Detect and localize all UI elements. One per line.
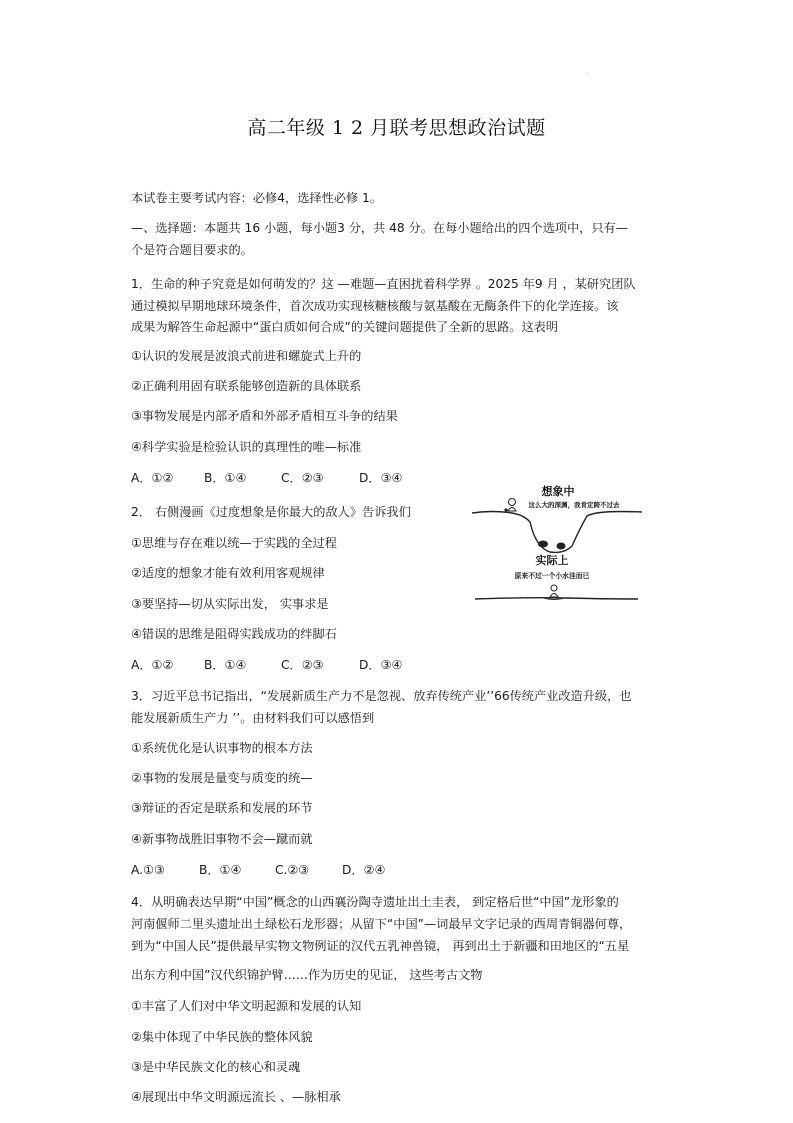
- q3-stem-line1: 3．习近平总书记指出，“发展新质生产力不是忽视、放弃传统产业’’66传统产业改造升级，也: [131, 689, 632, 703]
- q1-option-a[interactable]: A．①②: [131, 471, 174, 485]
- q3-option-d[interactable]: D．②④: [342, 863, 386, 877]
- q3-option-b[interactable]: B．①④: [199, 863, 242, 877]
- q4-stem-line1: 4．从明确表达早期“中国”概念的山西襄汾陶寺遗址出土圭表， 到定格后世“中国”龙形象的: [131, 895, 619, 909]
- q4-statement-4: ④展现出中华文明源远流长 、—脉相承: [131, 1090, 341, 1104]
- q3-statement-2: ②事物的发展是量变与质变的统—: [131, 771, 313, 785]
- section-heading-line1: —、选择题：本题共 16 小题，每小题3 分，共 48 分。在每小题给出的四个选项中，只有—: [131, 221, 628, 235]
- q2-option-b[interactable]: B．①④: [204, 658, 247, 672]
- q2-statement-2: ②适度的想象才能有效利用客观规律: [131, 566, 325, 580]
- q1-option-c[interactable]: C．②③: [281, 471, 324, 485]
- q1-stem-line3: 成果为解答生命起源中“蛋白质如何合成”的关键问题提供了全新的思路。这表明: [131, 320, 559, 334]
- section-heading-line2: 个是符合题目要求的。: [131, 243, 253, 257]
- q1-statement-2: ②正确利用固有联系能够创造新的具体联系: [131, 379, 362, 393]
- rock-shape: [538, 541, 548, 548]
- q2-statement-3: ③要坚持—切从实际出发， 实事求是: [131, 597, 329, 611]
- cartoon-imagine-title: 想象中: [541, 485, 575, 498]
- q4-statement-1: ①丰富了人们对中华文明起源和发展的认知: [131, 999, 362, 1013]
- page-mark: ·: [586, 70, 589, 79]
- cartoon-svg: [472, 480, 642, 605]
- rock-shape: [557, 543, 566, 550]
- q1-statement-1: ①认识的发展是波浪式前进和螺旋式上升的: [131, 349, 362, 363]
- q2-option-a[interactable]: A．①②: [131, 658, 174, 672]
- q3-option-c[interactable]: C.②③: [275, 863, 310, 877]
- q3-statement-3: ③辩证的否定是联系和发展的环节: [131, 801, 313, 815]
- q1-stem-line1: 1．生命的种子究竟是如何萌发的？这 —难题—直困扰着科学界 。2025 年9 月 ，某研究团队: [131, 277, 636, 291]
- page-title: 高二年级 1 2 月联考思想政治试题: [247, 117, 546, 139]
- q3-options: [131, 862, 385, 878]
- q2-option-d[interactable]: D．③④: [359, 658, 403, 672]
- q4-statement-2: ②集中体现了中华民族的整体风貌: [131, 1030, 313, 1044]
- q2-option-c[interactable]: C．②③: [281, 658, 324, 672]
- cartoon-reality-title: 实际上: [535, 554, 569, 567]
- q2-statement-1: ①思维与存在难以统—于实践的全过程: [131, 536, 337, 550]
- cartoon-imagine-caption: 这么大的深渊，我肯定跨不过去: [528, 501, 620, 509]
- flat-ground: [475, 598, 638, 599]
- q2-stem: 2． 右侧漫画《过度想象是你最大的敌人》告诉我们: [131, 505, 411, 519]
- q1-statement-3: ③事物发展是内部矛盾和外部矛盾相互斗争的结果: [131, 409, 398, 423]
- person-figure-top: [504, 499, 516, 512]
- q3-statement-1: ①系统优化是认识事物的根本方法: [131, 741, 313, 755]
- q1-statement-4: ④科学实验是检验认识的真理性的唯—标准: [131, 440, 362, 454]
- q3-statement-4: ④新事物战胜旧事物不会—蹴而就: [131, 832, 313, 846]
- q1-options: [131, 470, 402, 486]
- q4-stem-line3: 到为“中国人民”提供最早实物文物例证的汉代五乳神兽镜， 再到出土于新疆和田地区的“五星: [131, 939, 630, 953]
- cartoon-reality-caption: 原来不过一个小水洼而已: [514, 572, 590, 580]
- q1-option-b[interactable]: B．①④: [204, 471, 247, 485]
- q2-options: [131, 657, 402, 673]
- q4-stem-line4: 出东方利中国”汉代织锦护臂……作为历史的见证， 这些考古文物: [131, 968, 483, 982]
- q3-stem-line2: 能发展新质生产力 ’’。由材料我们可以感悟到: [131, 711, 375, 725]
- q4-statement-3: ③是中华民族文化的核心和灵魂: [131, 1060, 301, 1074]
- intro-text: 本试卷主要考试内容：必修4，选择性必修 1。: [131, 191, 382, 205]
- q2-statement-4: ④错误的思维是阻碍实践成功的绊脚石: [131, 627, 337, 641]
- person-figure-bottom: [550, 585, 558, 597]
- q1-option-d[interactable]: D．③④: [359, 471, 403, 485]
- q1-stem-line2: 通过模拟早期地球环境条件，首次成功实现核糖核酸与氨基酸在无酶条件下的化学连接。该: [131, 299, 619, 313]
- q4-stem-line2: 河南偃师二里头遗址出土绿松石龙形器；从留下“中国”—词最早文字记录的西周青铜器何尊，: [131, 917, 632, 931]
- q3-option-a[interactable]: A.①③: [131, 863, 165, 877]
- cartoon-illustration: [472, 480, 642, 605]
